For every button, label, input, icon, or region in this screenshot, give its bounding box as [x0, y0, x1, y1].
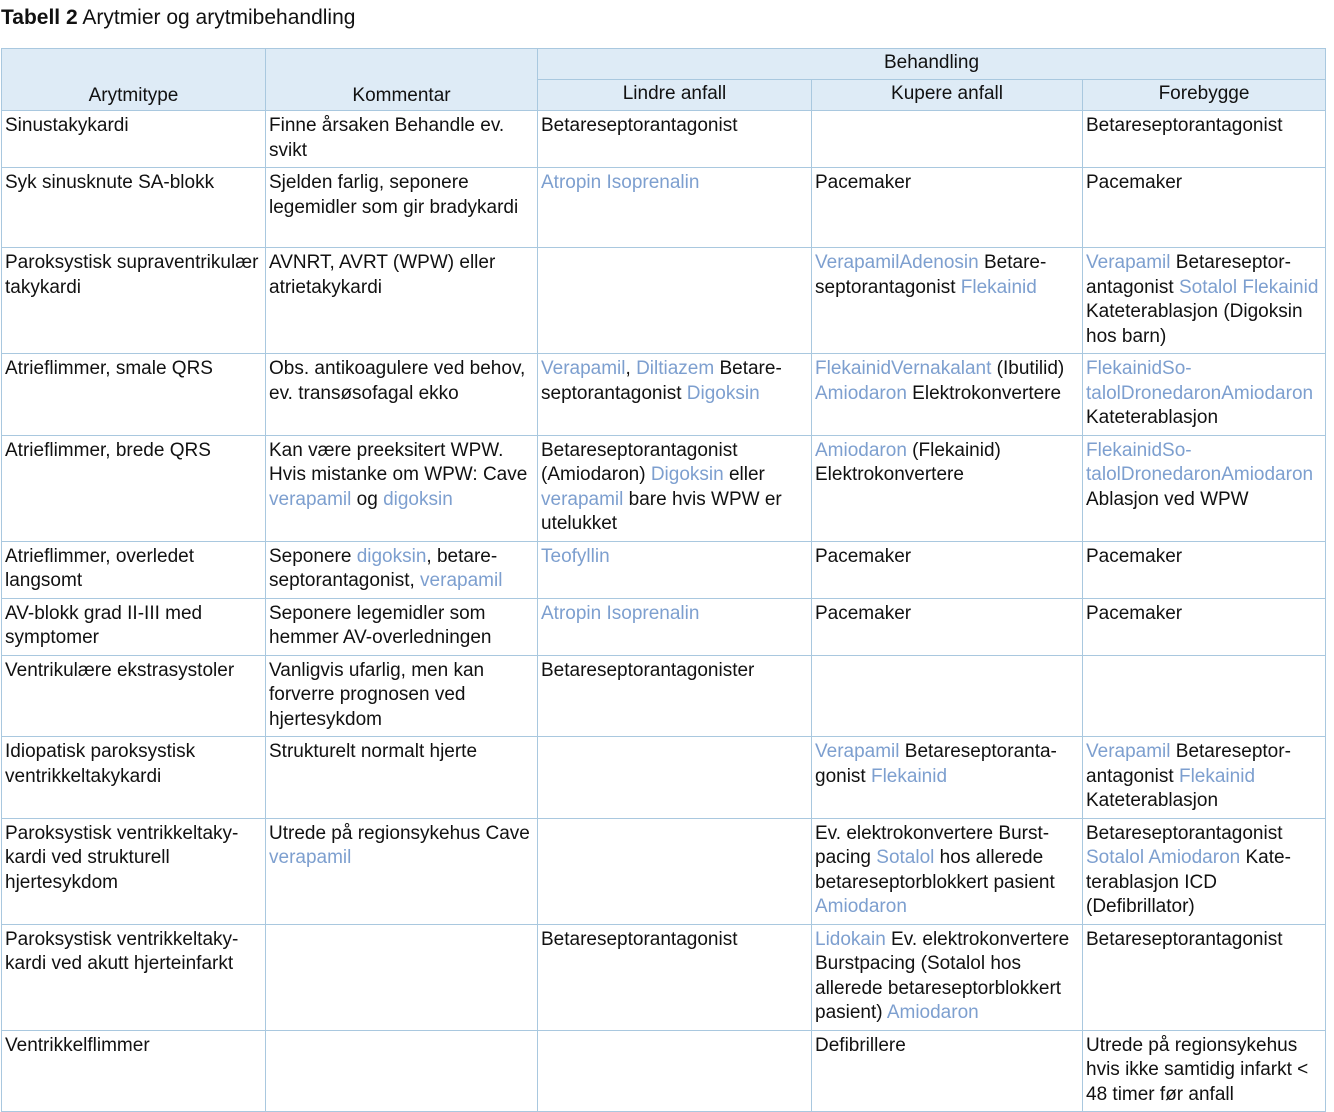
drug-link[interactable]: Atropin Isoprenalin — [541, 602, 700, 624]
cell-arrhythmia-type: AV-blokk grad II-III med symptomer — [2, 598, 266, 655]
drug-link[interactable]: Amiodaron — [815, 439, 907, 461]
drug-link[interactable]: Digoksin — [686, 382, 760, 404]
table-row — [2, 354, 1326, 436]
cell-text: AVNRT, AVRT (WPW) eller atrietakykardi — [269, 252, 496, 298]
table-row — [2, 168, 1326, 248]
cell-relieve-attack — [538, 737, 812, 819]
cell-text: bare hvis WPW er utelukket — [541, 488, 782, 534]
cell-stop-attack — [812, 541, 1083, 598]
cell-text: og — [351, 488, 384, 510]
cell-comment — [266, 435, 538, 541]
cell-comment — [266, 111, 538, 168]
cell-prevent — [1083, 435, 1326, 541]
cell-arrhythmia-type: Paroksystisk ventrikkeltakykardi ved strukturell hjertesykdom — [2, 818, 266, 924]
drug-link[interactable]: FlekainidSotalolDronedaronAmiodaron — [1086, 358, 1314, 404]
drug-link[interactable]: Diltiazem — [636, 358, 715, 379]
cell-text: Seponere legemidler som hemmer AV-overledningen — [269, 602, 492, 648]
drug-link[interactable]: Digoksin — [650, 464, 724, 485]
cell-text: Pacemaker — [815, 602, 912, 624]
cell-text: Ev. elektrokonvertere Burstpacing (Sotalol hos allerede betareseptorblokkert pasient) — [815, 928, 1070, 1023]
cell-arrhythmia-type: Atrieflimmer, smale QRS — [2, 354, 266, 436]
cell-stop-attack — [812, 1030, 1083, 1112]
cell-arrhythmia-type: Idiopatisk paroksystisk ventrikkeltakykardi — [2, 737, 266, 819]
drug-link[interactable]: Atropin Isoprenalin — [541, 172, 700, 193]
cell-arrhythmia-type: Atrieflimmer, brede QRS — [2, 435, 266, 541]
drug-link[interactable]: Verapamil — [1086, 741, 1171, 762]
table-row — [2, 737, 1326, 819]
cell-text: eller — [723, 464, 765, 485]
drug-link[interactable]: digoksin — [356, 545, 427, 567]
cell-stop-attack — [812, 111, 1083, 168]
header-arrhythmia-type: Arytmitype — [2, 49, 266, 111]
cell-relieve-attack — [538, 598, 812, 655]
cell-text: Utrede på regionsykehus hvis ikke samtidig infarkt < 48 timer før anfall — [1086, 1034, 1309, 1105]
cell-text: Defibrillere — [815, 1034, 906, 1056]
cell-text: Kateterablasjon (Digoksin hos barn) — [1086, 301, 1303, 347]
cell-text: Pacemaker — [815, 545, 912, 567]
cell-prevent — [1083, 655, 1326, 737]
cell-stop-attack — [812, 248, 1083, 354]
cell-stop-attack — [812, 818, 1083, 924]
drug-link[interactable]: verapamil — [420, 570, 503, 591]
cell-comment — [266, 598, 538, 655]
cell-stop-attack — [812, 598, 1083, 655]
table-title — [1, 4, 355, 32]
cell-arrhythmia-type: Syk sinusknute SA-blokk — [2, 168, 266, 248]
cell-stop-attack — [812, 354, 1083, 436]
cell-text: Kateterablasjon ICD (Defibrillator) — [1086, 847, 1291, 917]
cell-text: Pacemaker — [1086, 602, 1183, 624]
drug-link[interactable]: Flekainid — [960, 276, 1037, 298]
table-caption: Arytmier og arytmibehandling — [82, 6, 356, 29]
cell-relieve-attack — [538, 1030, 812, 1112]
drug-link[interactable]: Flekainid — [870, 765, 948, 787]
cell-text: Sjelden farlig, seponere legemidler som gir bradykardi — [269, 172, 519, 218]
cell-arrhythmia-type: Ventrikkelflimmer — [2, 1030, 266, 1112]
table-header — [2, 49, 1326, 111]
drug-link[interactable]: Verapamil — [815, 741, 900, 762]
cell-prevent — [1083, 1030, 1326, 1112]
cell-prevent — [1083, 168, 1326, 248]
table-row — [2, 248, 1326, 354]
cell-text: , betareseptorantagonist, — [269, 545, 498, 591]
cell-comment — [266, 655, 538, 737]
table-row — [2, 541, 1326, 598]
table-body — [2, 111, 1326, 1112]
table-number: Tabell 2 — [1, 6, 78, 29]
cell-text: Pacemaker — [1086, 545, 1183, 567]
cell-text: Kateterablasjon — [1086, 790, 1219, 811]
drug-link[interactable]: verapamil — [269, 847, 352, 868]
cell-stop-attack — [812, 924, 1083, 1030]
cell-text: , — [625, 358, 637, 379]
table-row — [2, 435, 1326, 541]
table-row — [2, 655, 1326, 737]
cell-text: (Flekainid) Elektrokonvertere — [815, 439, 1001, 485]
drug-link[interactable]: FlekainidSotalolDronedaronAmiodaron — [1086, 439, 1314, 485]
cell-relieve-attack — [538, 435, 812, 541]
cell-prevent — [1083, 111, 1326, 168]
cell-stop-attack — [812, 655, 1083, 737]
drug-link[interactable]: Verapamil — [541, 358, 626, 379]
cell-text: Betareseptorantagonist — [541, 358, 782, 404]
cell-relieve-attack — [538, 111, 812, 168]
cell-text: Betareseptorantagonist — [1086, 252, 1291, 298]
cell-relieve-attack — [538, 354, 812, 436]
cell-text: Elektrokonvertere — [906, 382, 1062, 404]
drug-link[interactable]: Amiodaron — [886, 1002, 979, 1023]
cell-text: Pacemaker — [1086, 172, 1183, 193]
cell-text: Obs. antikoagulere ved behov, ev. transøsofagal ekko — [269, 358, 526, 404]
cell-text: Ablasjon ved WPW — [1086, 488, 1249, 510]
cell-relieve-attack — [538, 168, 812, 248]
cell-stop-attack — [812, 168, 1083, 248]
drug-link[interactable]: verapamil — [269, 488, 352, 510]
cell-comment — [266, 248, 538, 354]
drug-link[interactable]: VerapamilAdenosin — [815, 252, 979, 273]
cell-text: Seponere — [269, 545, 357, 567]
cell-comment — [266, 924, 538, 1030]
drug-link[interactable]: Teofyllin — [541, 545, 610, 567]
cell-comment — [266, 168, 538, 248]
cell-text: Betareseptorantagonist — [1086, 741, 1291, 787]
cell-text: Betareseptorantagonist — [1086, 928, 1283, 950]
cell-relieve-attack — [538, 541, 812, 598]
header-comment: Kommentar — [266, 49, 538, 111]
cell-relieve-attack — [538, 924, 812, 1030]
cell-text: Ev. elektrokonvertere Burstpacing — [815, 822, 1050, 868]
cell-prevent — [1083, 598, 1326, 655]
arrhythmia-table — [1, 48, 1326, 1112]
cell-text: hos allerede betareseptorblokkert pasient — [815, 847, 1055, 893]
cell-arrhythmia-type: Ventrikulære ekstrasystoler — [2, 655, 266, 737]
drug-link[interactable]: FlekainidVernakalant — [815, 358, 992, 379]
cell-comment — [266, 1030, 538, 1112]
cell-text: Utrede på regionsykehus Cave — [269, 822, 530, 844]
cell-text: Kateterablasjon — [1086, 407, 1219, 428]
cell-stop-attack — [812, 737, 1083, 819]
cell-stop-attack — [812, 435, 1083, 541]
drug-link[interactable]: Sotalol Amiodaron — [1086, 847, 1241, 868]
cell-relieve-attack — [538, 818, 812, 924]
cell-comment — [266, 737, 538, 819]
cell-comment — [266, 354, 538, 436]
cell-text: Kan være preeksitert WPW. Hvis mistanke om WPW: Cave — [269, 439, 528, 485]
cell-comment — [266, 818, 538, 924]
cell-prevent — [1083, 541, 1326, 598]
table-row — [2, 598, 1326, 655]
header-stop-attack: Kupere anfall — [812, 80, 1083, 111]
table-row — [2, 111, 1326, 168]
drug-link[interactable]: digoksin — [383, 488, 453, 510]
drug-link[interactable]: Verapamil — [1086, 252, 1171, 273]
cell-arrhythmia-type: Paroksystisk ventrikkeltakykardi ved akutt hjerteinfarkt — [2, 924, 266, 1030]
table-row — [2, 1030, 1326, 1112]
drug-link[interactable]: Sotalol — [876, 847, 935, 868]
cell-text: Betareseptorantagonist — [541, 928, 738, 950]
cell-text: (Ibutilid) — [991, 358, 1065, 379]
cell-comment — [266, 541, 538, 598]
cell-prevent — [1083, 737, 1326, 819]
drug-link[interactable]: Amiodaron — [815, 896, 907, 917]
cell-prevent — [1083, 248, 1326, 354]
header-prevent: Forebygge — [1083, 80, 1326, 111]
cell-text: Strukturelt normalt hjerte — [269, 741, 478, 762]
cell-text: Betareseptorantagonist — [1086, 115, 1283, 136]
cell-relieve-attack — [538, 655, 812, 737]
cell-prevent — [1083, 818, 1326, 924]
cell-prevent — [1083, 924, 1326, 1030]
cell-text: Betareseptorantagonist — [541, 115, 738, 136]
header-treatment-group: Behandling — [538, 49, 1326, 80]
cell-arrhythmia-type: Atrieflimmer, overledet langsomt — [2, 541, 266, 598]
table-row — [2, 818, 1326, 924]
drug-link[interactable]: Sotalol Flekainid — [1178, 276, 1319, 298]
cell-arrhythmia-type: Paroksystisk supraventrikulær takykardi — [2, 248, 266, 354]
drug-link[interactable]: verapamil — [541, 488, 624, 510]
drug-link[interactable]: Flekainid — [1178, 765, 1256, 787]
cell-text: Betareseptorantagonist — [815, 741, 1057, 787]
cell-text: Betareseptorantagonist — [815, 252, 1047, 298]
cell-text: Betareseptorantagonist — [1086, 822, 1283, 844]
table-row — [2, 924, 1326, 1030]
header-relieve-attack: Lindre anfall — [538, 80, 812, 111]
drug-link[interactable]: Amiodaron — [815, 382, 907, 404]
cell-text: Betareseptorantagonist (Amiodaron) — [541, 439, 738, 485]
cell-text: Vanligvis ufarlig, men kan forverre prognosen ved hjertesykdom — [269, 659, 485, 730]
cell-relieve-attack — [538, 248, 812, 354]
cell-text: Pacemaker — [815, 172, 912, 193]
cell-arrhythmia-type: Sinustakykardi — [2, 111, 266, 168]
cell-text: Finne årsaken Behandle ev. svikt — [269, 115, 505, 161]
drug-link[interactable]: Lidokain — [815, 928, 886, 950]
cell-prevent — [1083, 354, 1326, 436]
cell-text: Betareseptorantagonister — [541, 659, 755, 681]
